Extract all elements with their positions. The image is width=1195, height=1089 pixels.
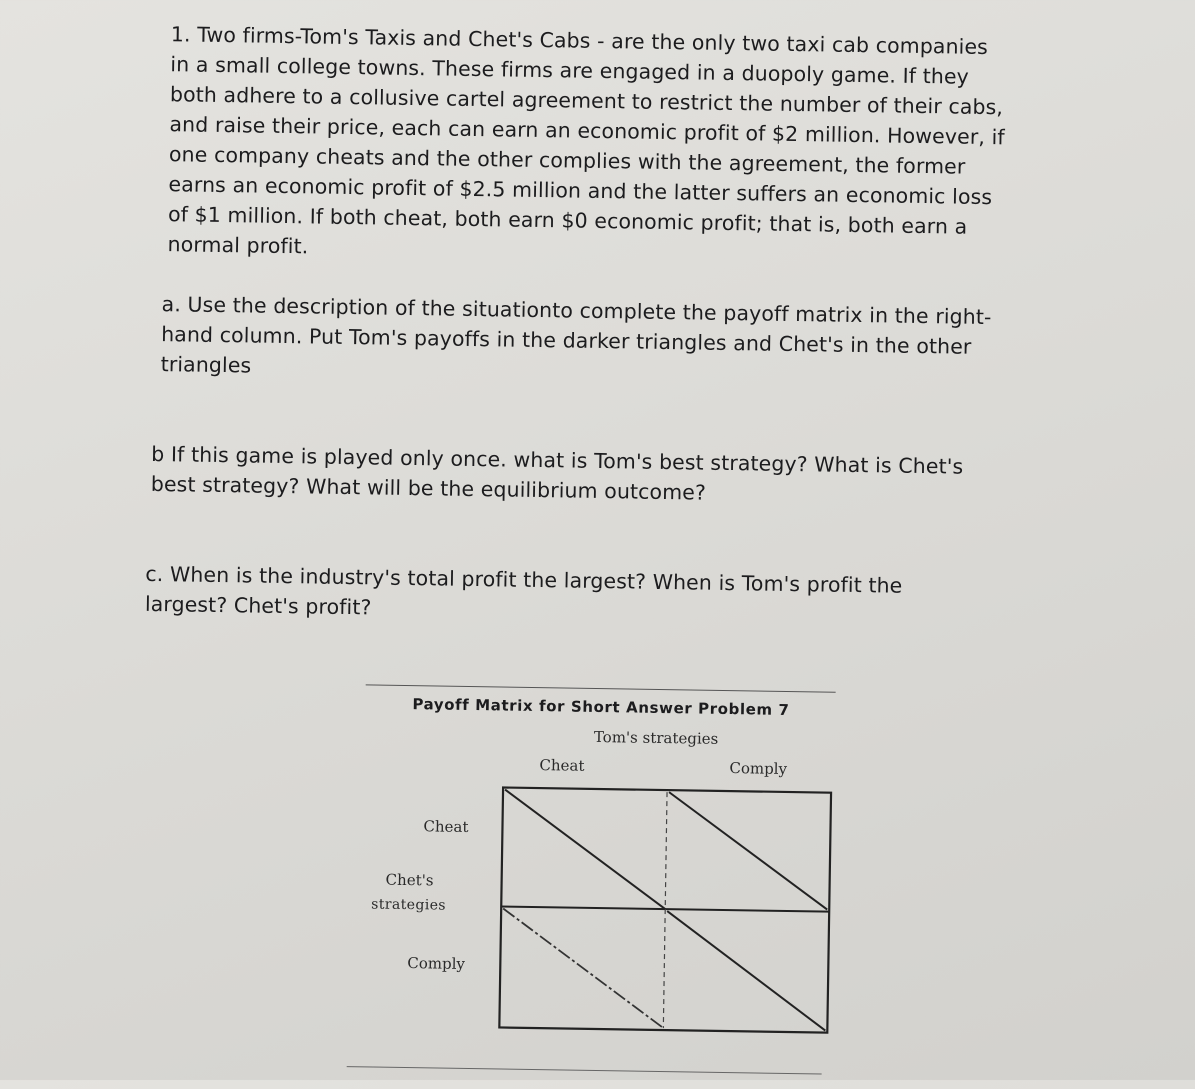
intro-line: normal profit. (167, 232, 309, 259)
column-label-comply: Comply (729, 759, 788, 778)
column-label-cheat: Cheat (539, 756, 585, 775)
column-player-label: Tom's strategies (593, 727, 719, 748)
part-b-line: b If this game is played only once. what is Tom's best strategy? What is Chet's (151, 441, 964, 479)
intro-line: earns an economic profit of $2.5 million and the latter suffers an economic loss (168, 172, 993, 210)
row-player-label-2: strategies (371, 896, 447, 914)
part-c-line: c. When is the industry's total profit the largest? When is Tom's profit the (145, 561, 903, 598)
row-player-label: Chet's (385, 870, 434, 890)
cell-diagonal-comply-comply (665, 911, 827, 1030)
intro-line: both adhere to a collusive cartel agreement to restrict the number of their cabs, (169, 82, 1004, 120)
part-b-line: best strategy? What will be the equilibrium outcome? (150, 471, 707, 505)
cell-diagonal-comply-cheat (501, 909, 665, 1029)
part-c-line: largest? Chet's profit? (144, 591, 372, 620)
part-a-line: triangles (160, 352, 252, 378)
intro-line: in a small college towns. These firms are engaged in a duopoly game. If they (170, 52, 970, 89)
row-label-cheat: Cheat (423, 817, 469, 836)
bottom-rule (347, 1066, 822, 1074)
intro-line: one company cheats and the other complies with the agreement, the former (168, 142, 966, 179)
intro-line: of $1 million. If both cheat, both earn $0 economic profit; that is, both earn a (167, 202, 968, 239)
matrix-title: Payoff Matrix for Short Answer Problem 7 (412, 695, 790, 719)
payoff-matrix-grid (487, 783, 836, 1038)
cell-diagonal-cheat-cheat (503, 790, 667, 910)
part-a-line: a. Use the description of the situationto complete the payoff matrix in the right- (161, 292, 992, 330)
top-rule (366, 684, 836, 692)
intro-line: and raise their price, each can earn an economic profit of $2 million. However, if (169, 112, 1005, 150)
part-a-line: hand column. Put Tom's payoffs in the darker triangles and Chet's in the other (160, 322, 972, 359)
row-label-comply: Comply (407, 954, 466, 973)
intro-line: 1. Two firms-Tom's Taxis and Chet's Cabs - are the only two taxi cab companies (170, 22, 989, 60)
cell-diagonal-cheat-comply (667, 792, 829, 909)
